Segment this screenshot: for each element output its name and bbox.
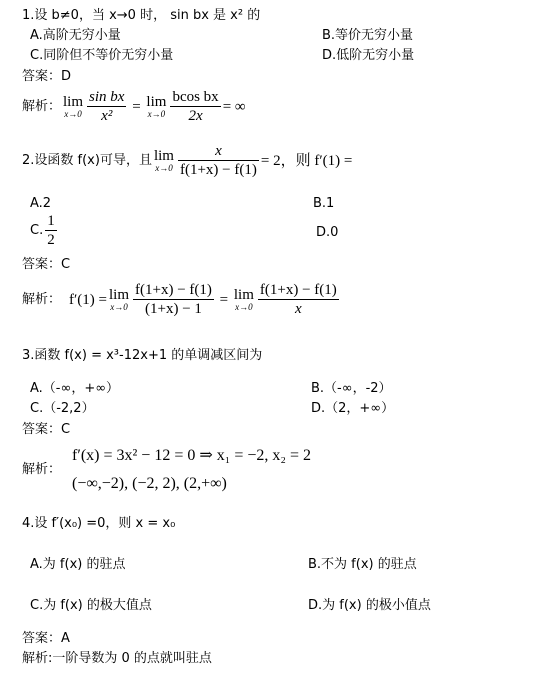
q2-analysis: 解析： f′(1) = lim x→0 $\frac{f(1+x) - f(1)}{(1+x) - 1}$ = lim x→0 $\frac{f(1+x) - f(1)}{x}$	[22, 282, 337, 317]
q3-answer: 答案：C	[22, 422, 71, 437]
q4-option-a: A.为 f(x) 的驻点	[30, 557, 126, 572]
limit-operator: lim x→0	[146, 94, 167, 119]
q2-answer: 答案：C	[22, 257, 71, 272]
q3-option-c: C.（-2,2）	[30, 401, 95, 416]
q3-option-b: B.（-∞，-2）	[311, 381, 392, 396]
q4-option-b: B.不为 f(x) 的驻点	[308, 557, 417, 572]
limit-operator: lim x→0	[153, 148, 174, 173]
fraction: $\frac{1}{2}$	[47, 213, 55, 248]
fraction: $\frac{\text{bcos bx}}{2x}$	[172, 89, 219, 124]
q1-option-b: B.等价无穷小量	[322, 28, 414, 43]
limit-operator: lim x→0	[109, 287, 130, 312]
q4-analysis: 解析:一阶导数为 0 的点就叫驻点	[22, 651, 212, 666]
q4-stem: 4.设 f′(x₀) =0，则 x = x₀	[22, 516, 176, 531]
q3-analysis-line2: (−∞,−2), (−2, 2), (2,+∞)	[72, 475, 227, 492]
fraction: $\frac{f(1+x) - f(1)}{x}$	[259, 282, 337, 317]
q2-stem: 2.设函数 f(x)可导，且 lim x→0 $\frac{x}{f(1+x) - f(1)}$ = 2，则 f′(1) =	[22, 143, 353, 178]
q2-option-b: B.1	[313, 196, 335, 211]
q1-option-d: D.低阶无穷小量	[322, 48, 415, 63]
q2-option-d: D.0	[316, 225, 339, 240]
q3-option-a: A.（-∞，+∞）	[30, 381, 120, 396]
q3-option-d: D.（2，+∞）	[311, 401, 395, 416]
fraction: $\frac{x}{f(1+x) - f(1)}$	[179, 143, 257, 178]
fraction: $\frac{f(1+x) - f(1)}{(1+x) - 1}$	[135, 282, 212, 317]
q4-option-c: C.为 f(x) 的极大值点	[30, 598, 152, 613]
q3-analysis-line1: f′(x) = 3x² − 12 = 0 ⇒ x₁ = −2, x₂ = 2	[72, 447, 311, 464]
q1-option-a: A.高阶无穷小量	[30, 28, 121, 43]
q3-analysis-label: 解析：	[22, 462, 62, 477]
q1-answer: 答案：D	[22, 69, 72, 84]
q2-option-c: C. $\frac{1}{2}$	[30, 213, 55, 248]
limit-operator: lim x→0	[233, 287, 254, 312]
q4-option-d: D.为 f(x) 的极小值点	[308, 598, 431, 613]
q1-analysis: 解析： lim x→0 $\frac{\text{sin bx}}{\text{x²}}$ = lim x→0 $\frac{\text{bcos bx}}{2x}$ = ∞	[22, 89, 246, 124]
limit-operator: lim x→0	[63, 94, 84, 119]
q2-option-a: A.2	[30, 196, 52, 211]
q1-option-c: C.同阶但不等价无穷小量	[30, 48, 174, 63]
result: = ∞	[222, 98, 246, 115]
q4-answer: 答案：A	[22, 631, 70, 646]
fraction: $\frac{\text{sin bx}}{\text{x²}}$	[89, 89, 125, 124]
q1-stem: 1.设 b≠0，当 x→0 时， sin bx 是 x² 的	[22, 8, 261, 23]
analysis-label: 解析：	[22, 98, 62, 114]
analysis-label: 解析：	[22, 291, 62, 307]
q3-stem: 3.函数 f(x) = x³-12x+1 的单调减区间为	[22, 348, 263, 363]
